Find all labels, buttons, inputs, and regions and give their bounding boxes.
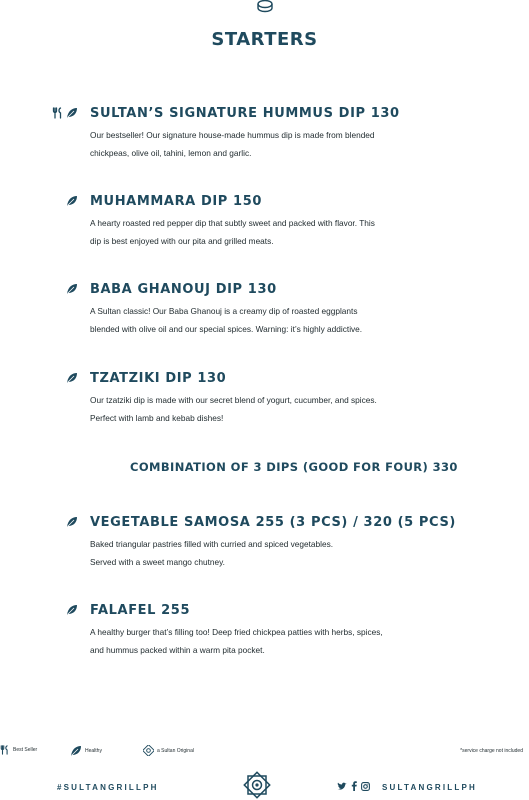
legend-label: Best Seller: [13, 747, 38, 753]
item-description: [90, 391, 440, 427]
twitter-icon[interactable]: [337, 782, 347, 791]
item-description-line: Served with a sweet mango chutney.: [90, 557, 225, 567]
item-description-line: A Sultan classic! Our Baba Ghanouj is a creamy dip of roasted eggplants: [90, 306, 358, 316]
item-description: [90, 623, 440, 659]
item-description-line: A hearty roasted red pepper dip that subtly sweet and packed with flavor. This: [90, 218, 375, 228]
utensils-icon: [52, 107, 64, 119]
item-description-line: and hummus packed within a warm pita pocket.: [90, 645, 265, 655]
leaf-icon: [66, 372, 78, 384]
legend: [0, 745, 529, 759]
sultan-emblem-icon: [243, 771, 271, 799]
leaf-icon: [66, 283, 78, 295]
item-description: [90, 214, 440, 250]
item-name: TZATZIKI DIP 130: [90, 371, 227, 386]
item-description-line: Our bestseller! Our signature house-made hummus dip is made from blended: [90, 130, 375, 140]
legend-sultan-original: [143, 745, 194, 756]
item-description-line: chickpeas, olive oil, tahini, lemon and garlic.: [90, 148, 252, 158]
service-charge-note: *service charge not included: [460, 748, 523, 754]
plate-icon: [255, 0, 275, 14]
item-description: [90, 535, 440, 571]
leaf-icon: [66, 107, 78, 119]
item-name: FALAFEL 255: [90, 603, 191, 618]
item-description-line: Our tzatziki dip is made with our secret blend of yogurt, cucumber, and spices.: [90, 395, 377, 405]
item-description-line: Baked triangular pastries filled with curried and spiced vegetables.: [90, 539, 334, 549]
item-description: [90, 302, 440, 338]
item-description: [90, 126, 440, 162]
legend-label: Healthy: [85, 748, 102, 754]
item-description-line: A healthy burger that’s filling too! Deep fried chickpea patties with herbs, spices,: [90, 627, 383, 637]
page-title: STARTERS: [211, 29, 318, 50]
sultan-emblem-icon: [143, 745, 154, 756]
item-name: MUHAMMARA DIP 150: [90, 194, 262, 209]
combination-offer: COMBINATION OF 3 DIPS (GOOD FOR FOUR) 330: [130, 460, 458, 474]
legend-best-seller: [0, 745, 37, 755]
utensils-icon: [0, 745, 10, 755]
leaf-icon: [66, 516, 78, 528]
leaf-icon: [70, 745, 82, 757]
item-description-line: Perfect with lamb and kebab dishes!: [90, 413, 224, 423]
item-description-line: dip is best enjoyed with our pita and grilled meats.: [90, 236, 274, 246]
item-name: SULTAN’S SIGNATURE HUMMUS DIP 130: [90, 106, 400, 121]
legend-healthy: [70, 745, 102, 757]
item-name: BABA GHANOUJ DIP 130: [90, 282, 277, 297]
instagram-icon[interactable]: [361, 782, 370, 791]
social-icons: [337, 781, 370, 791]
hashtag-text: #SULTANGRILLPH: [57, 783, 159, 792]
item-description-line: blended with olive oil and our special spices. Warning: it’s highly addictive.: [90, 324, 363, 334]
leaf-icon: [66, 604, 78, 616]
legend-label: a Sultan Original: [157, 747, 194, 754]
leaf-icon: [66, 195, 78, 207]
footer: [0, 771, 529, 800]
item-name: VEGETABLE SAMOSA 255 (3 PCS) / 320 (5 PCS): [90, 515, 456, 530]
social-handle: SULTANGRILLPH: [382, 783, 477, 792]
facebook-icon[interactable]: [351, 781, 357, 791]
